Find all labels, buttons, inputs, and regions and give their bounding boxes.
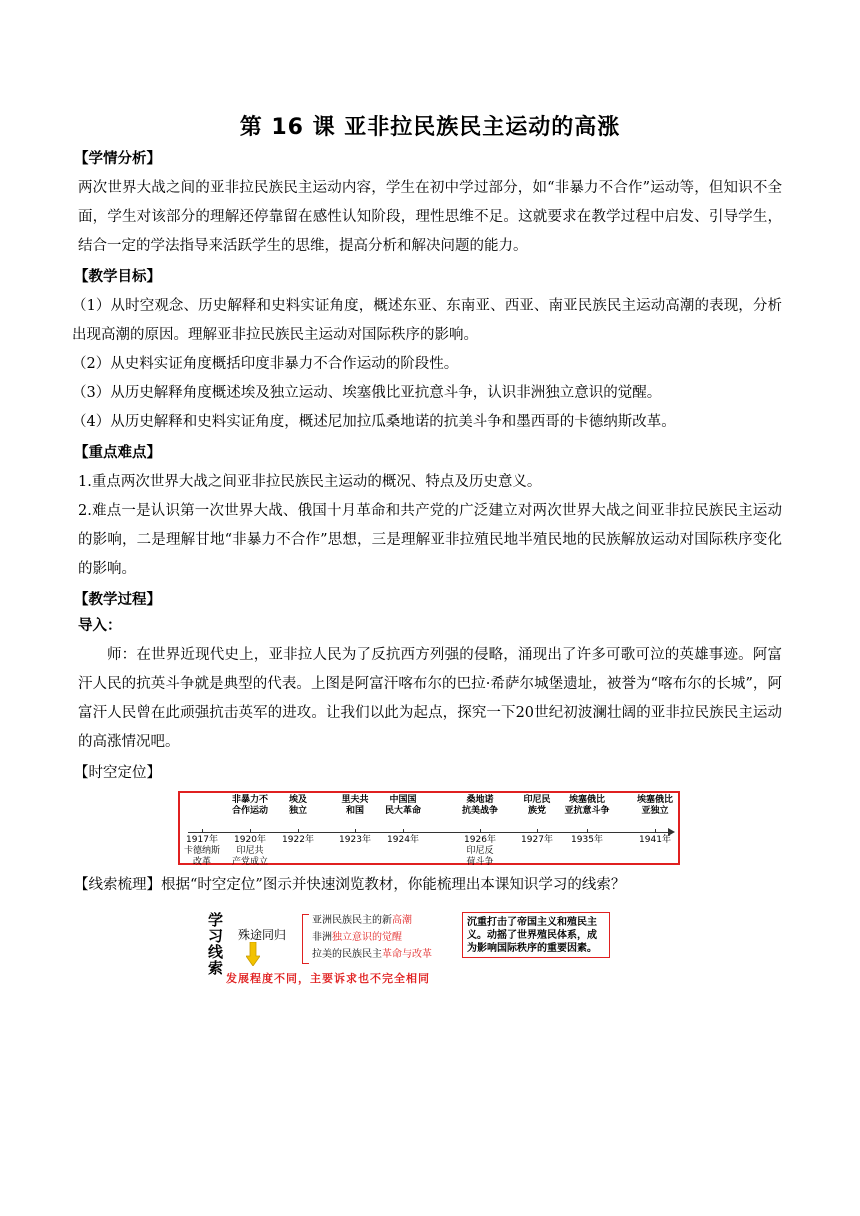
timeline-figure [178, 791, 680, 865]
clue-item: 亚洲民族民主的新高潮 [312, 915, 412, 926]
heading-process: 【教学过程】 [74, 591, 161, 608]
timeline-tick [250, 829, 251, 833]
timeline-event: 埃及 独立 [288, 795, 308, 816]
clue-middle-label: 殊途同归 [238, 928, 287, 942]
document-page [72, 110, 782, 990]
heading-goals: 【教学目标】 [74, 268, 161, 285]
timeline-tick [587, 829, 588, 833]
page-title: 第 16 课 亚非拉民族民主运动的高涨 [239, 115, 621, 140]
timeline-tick [480, 829, 481, 833]
clue-side-label: 学习线索 [208, 911, 224, 977]
timeline-event: 埃塞俄比 亚独立 [636, 795, 674, 816]
timeline-year: 1922年 [282, 835, 314, 845]
goal-item-4: （4）从历史解释和史料实证角度，概述尼加拉瓜桑地诺的抗美斗争和墨西哥的卡德纳斯改革。 [72, 414, 676, 430]
goal-item-1: （1）从时空观念、历史解释和史料实证角度，概述东亚、东南亚、西亚、南亚民族民主运动高潮的表现，分析出现高潮的原因。理解亚非拉民族民主运动对国际秩序的影响。 [72, 298, 782, 343]
goal-item-2: （2）从史料实证角度概括印度非暴力不合作运动的阶段性。 [72, 356, 459, 372]
intro-text: 师：在世界近现代史上，亚非拉人民为了反抗西方列强的侵略，涌现出了许多可歌可泣的英雄事迹。阿富汗人民的抗英斗争就是典型的代表。上图是阿富汗喀布尔的巴拉·希萨尔城堡遗址，被誉为“喀布尔的长城”，阿富汗人民曾在此顽强抗击英军的进攻。让我们以此为起点，探究一下20世纪初波澜壮阔的亚非拉民族民主运动的高涨情况吧。 [78, 647, 782, 750]
timeline-year: 1926年 印尼反 荷斗争 [464, 835, 496, 867]
timeline-year: 1924年 [387, 835, 419, 845]
heading-timeline: 【时空定位】 [74, 765, 161, 781]
timeline-year: 1917年 卡德纳斯 改革 [183, 835, 221, 867]
timeline-event: 埃塞俄比 亚抗意斗争 [564, 795, 610, 816]
goal-item-3: （3）从历史解释角度概述埃及独立运动、埃塞俄比亚抗意斗争，认识非洲独立意识的觉醒。 [72, 385, 662, 401]
timeline-tick [202, 829, 203, 833]
timeline-event: 印尼民 族党 [523, 795, 551, 816]
down-arrow-icon [246, 942, 260, 966]
timeline-event: 非暴力不 合作运动 [231, 795, 269, 816]
timeline-year: 1923年 [339, 835, 371, 845]
heading-analysis: 【学情分析】 [74, 150, 161, 167]
clue-list [312, 912, 432, 963]
timeline-event: 中国国 民大革命 [384, 795, 422, 816]
timeline-tick [403, 829, 404, 833]
clues-question: 根据“时空定位”图示并快速浏览教材，你能梳理出本课知识学习的线索？ [161, 877, 626, 893]
timeline-year: 1920年 印尼共 产党成立 [231, 835, 269, 867]
clue-summary-box: 沉重打击了帝国主义和殖民主义。动摇了世界殖民体系，成为影响国际秩序的重要因素。 [462, 912, 610, 958]
intro-label: 导入： [78, 617, 122, 634]
clue-item: 拉美的民族民主革命与改革 [312, 949, 432, 960]
keypoint-item-2: 2.难点一是认识第一次世界大战、俄国十月革命和共产党的广泛建立对两次世界大战之间亚非拉民族民主运动的影响，二是理解甘地“非暴力不合作”思想，三是理解亚非拉殖民地半殖民地的民族解放运动对国际秩序变化的影响。 [78, 503, 782, 577]
clue-brace [302, 914, 309, 964]
heading-keypoints: 【重点难点】 [74, 444, 161, 461]
timeline-tick [655, 829, 656, 833]
clues-paragraph [74, 871, 782, 900]
clue-item: 非洲独立意识的觉醒 [312, 932, 402, 943]
timeline-event: 桑地诺 抗美战争 [461, 795, 499, 816]
keypoint-item-1: 1.重点两次世界大战之间亚非拉民族民主运动的概况、特点及历史意义。 [78, 474, 542, 490]
heading-clues: 【线索梳理】 [74, 877, 161, 893]
timeline-event: 里夫共 和国 [341, 795, 369, 816]
timeline-year: 1935年 [571, 835, 603, 845]
timeline-year: 1941年 [639, 835, 671, 845]
timeline-tick [298, 829, 299, 833]
timeline-axis [188, 832, 670, 833]
clue-bottom-note: 发展程度不同，主要诉求也不完全相同 [226, 972, 430, 985]
timeline-year: 1927年 [521, 835, 553, 845]
timeline-tick [355, 829, 356, 833]
clue-diagram [208, 910, 618, 990]
timeline-tick [537, 829, 538, 833]
analysis-text: 两次世界大战之间的亚非拉民族民主运动内容，学生在初中学过部分，如“非暴力不合作”运动等，但知识不全面，学生对该部分的理解还停靠留在感性认知阶段，理性思维不足。这就要求在教学过程中启发、引导学生，结合一定的学法指导来活跃学生的思维，提高分析和解决问题的能力。 [78, 180, 782, 254]
